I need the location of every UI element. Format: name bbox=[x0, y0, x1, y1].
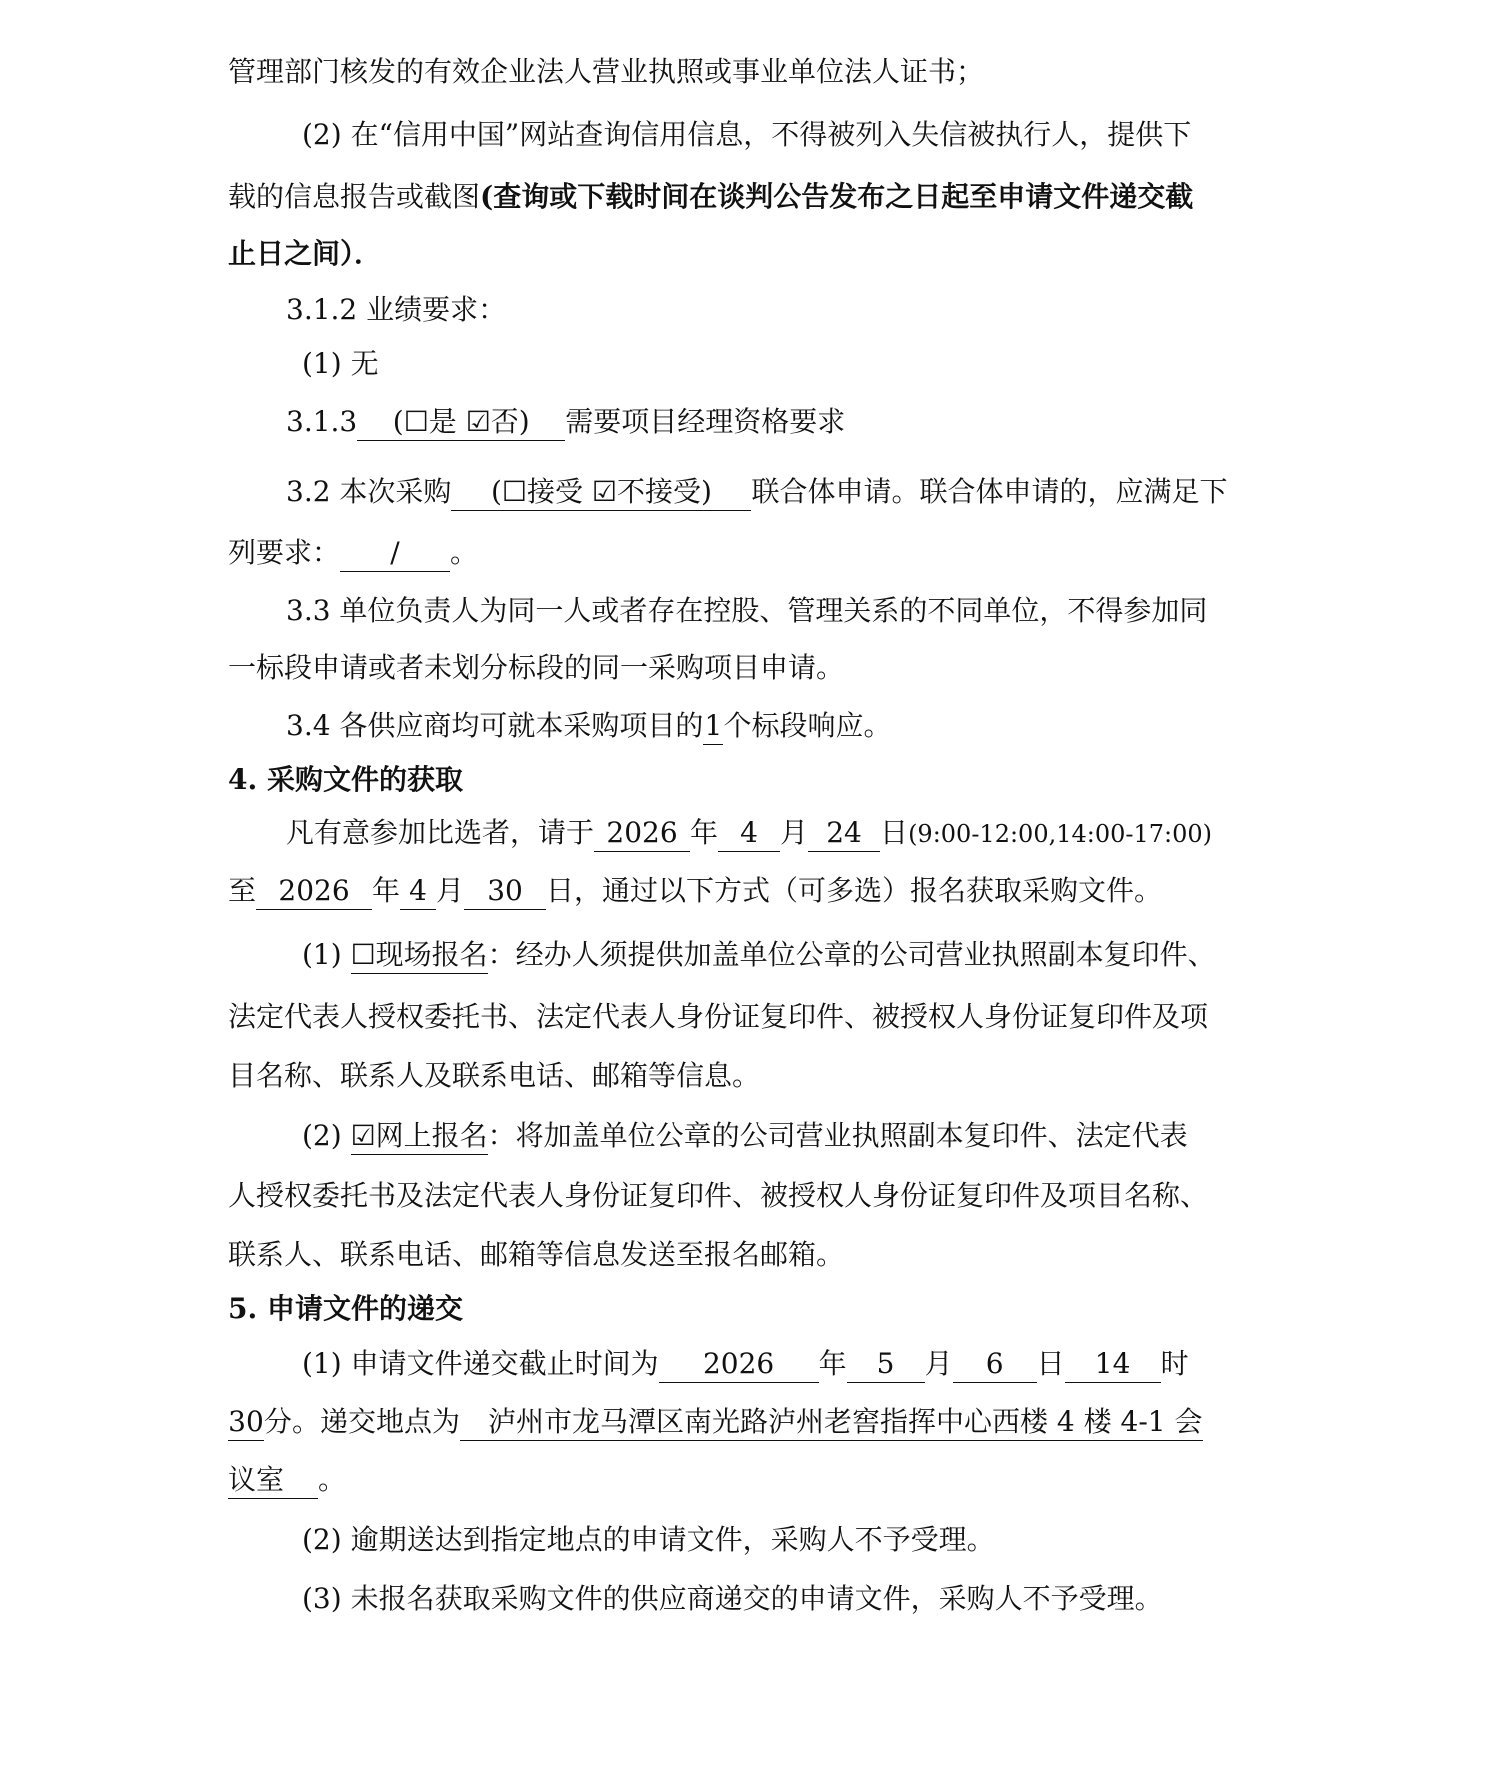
fill-blank: 24 bbox=[808, 815, 880, 852]
fill-blank: 5 bbox=[847, 1346, 925, 1383]
text-line: (1) ☐现场报名：经办人须提供加盖单位公章的公司营业执照副本复印件、 bbox=[302, 935, 1216, 975]
text-line: 一标段申请或者未划分标段的同一采购项目申请。 bbox=[228, 651, 845, 684]
checkbox-choice-underline: (☐接受 ☑不接受) bbox=[451, 474, 751, 511]
address-blank: 议室 bbox=[228, 1462, 318, 1499]
text-line: 至 2026 年 4 月 30 日，通过以下方式（可多选）报名获取采购文件。 bbox=[228, 871, 1162, 911]
fill-blank: 2026 bbox=[594, 815, 690, 852]
fill-blank: 30 bbox=[464, 873, 546, 910]
text-line: (3) 未报名获取采购文件的供应商递交的申请文件，采购人不予受理。 bbox=[302, 1582, 1163, 1615]
text-line: 载的信息报告或截图(查询或下载时间在谈判公告发布之日起至申请文件递交截 bbox=[228, 180, 1194, 213]
section-3-1-3: 3.1.3 (☐是 ☑否) 需要项目经理资格要求 bbox=[286, 402, 845, 442]
text-line: (2) 在“信用中国”网站查询信用信息，不得被列入失信被执行人，提供下 bbox=[302, 118, 1192, 151]
text-line: (1) 申请文件递交截止时间为 2026 年 5 月 6 日 14 时 bbox=[302, 1344, 1189, 1384]
fill-blank: 2026 bbox=[659, 1346, 819, 1383]
section-heading: 4. 采购文件的获取 bbox=[228, 763, 463, 796]
fill-blank: / bbox=[340, 535, 450, 572]
text-line: 联系人、联系电话、邮箱等信息发送至报名邮箱。 bbox=[228, 1238, 845, 1271]
fill-blank: 1 bbox=[703, 708, 723, 745]
text-line: 凡有意参加比选者，请于 2026 年 4 月 24 日(9:00-12:00,14:00-17:00) bbox=[286, 813, 1212, 853]
section-3-3: 3.3 单位负责人为同一人或者存在控股、管理关系的不同单位，不得参加同 bbox=[286, 594, 1208, 627]
section-3-1-2: 3.1.2 业绩要求： bbox=[286, 293, 507, 326]
address-blank: 泸州市龙马潭区南光路泸州老窖指挥中心西楼 4 楼 4-1 会 bbox=[460, 1404, 1203, 1441]
text-line: 止日之间）． bbox=[228, 237, 383, 270]
text-line: (2) 逾期送达到指定地点的申请文件，采购人不予受理。 bbox=[302, 1523, 995, 1556]
text-line: 列要求： / 。 bbox=[228, 533, 478, 573]
text-line: 管理部门核发的有效企业法人营业执照或事业单位法人证书； bbox=[228, 55, 985, 88]
fill-blank: 2026 bbox=[256, 873, 372, 910]
fill-blank: 4 bbox=[400, 873, 436, 910]
checkbox-choice-underline: (☐是 ☑否) bbox=[357, 404, 565, 441]
text-line: (2) ☑网上报名：将加盖单位公章的公司营业执照副本复印件、法定代表 bbox=[302, 1116, 1188, 1156]
checkbox-option-onsite: ☐现场报名 bbox=[351, 937, 488, 974]
checkbox-option-online: ☑网上报名 bbox=[351, 1118, 488, 1155]
section-3-2: 3.2 本次采购 (☐接受 ☑不接受) 联合体申请。联合体申请的，应满足下 bbox=[286, 472, 1227, 512]
fill-blank: 4 bbox=[718, 815, 780, 852]
section-heading: 5. 申请文件的递交 bbox=[228, 1292, 463, 1325]
fill-blank: 14 bbox=[1065, 1346, 1161, 1383]
text-line: (1) 无 bbox=[302, 347, 379, 380]
fill-blank: 30 bbox=[228, 1404, 264, 1441]
text-line: 法定代表人授权委托书、法定代表人身份证复印件、被授权人身份证复印件及项 bbox=[228, 1000, 1209, 1033]
fill-blank: 6 bbox=[953, 1346, 1037, 1383]
section-3-4: 3.4 各供应商均可就本采购项目的1个标段响应。 bbox=[286, 706, 891, 746]
text-line: 议室 。 bbox=[228, 1460, 346, 1500]
text-line: 30分。递交地点为 泸州市龙马潭区南光路泸州老窖指挥中心西楼 4 楼 4-1 会 bbox=[228, 1402, 1203, 1442]
text-line: 人授权委托书及法定代表人身份证复印件、被授权人身份证复印件及项目名称、 bbox=[228, 1179, 1209, 1212]
text-line: 目名称、联系人及联系电话、邮箱等信息。 bbox=[228, 1059, 761, 1092]
bold-note: (查询或下载时间在谈判公告发布之日起至申请文件递交截 bbox=[480, 180, 1194, 213]
